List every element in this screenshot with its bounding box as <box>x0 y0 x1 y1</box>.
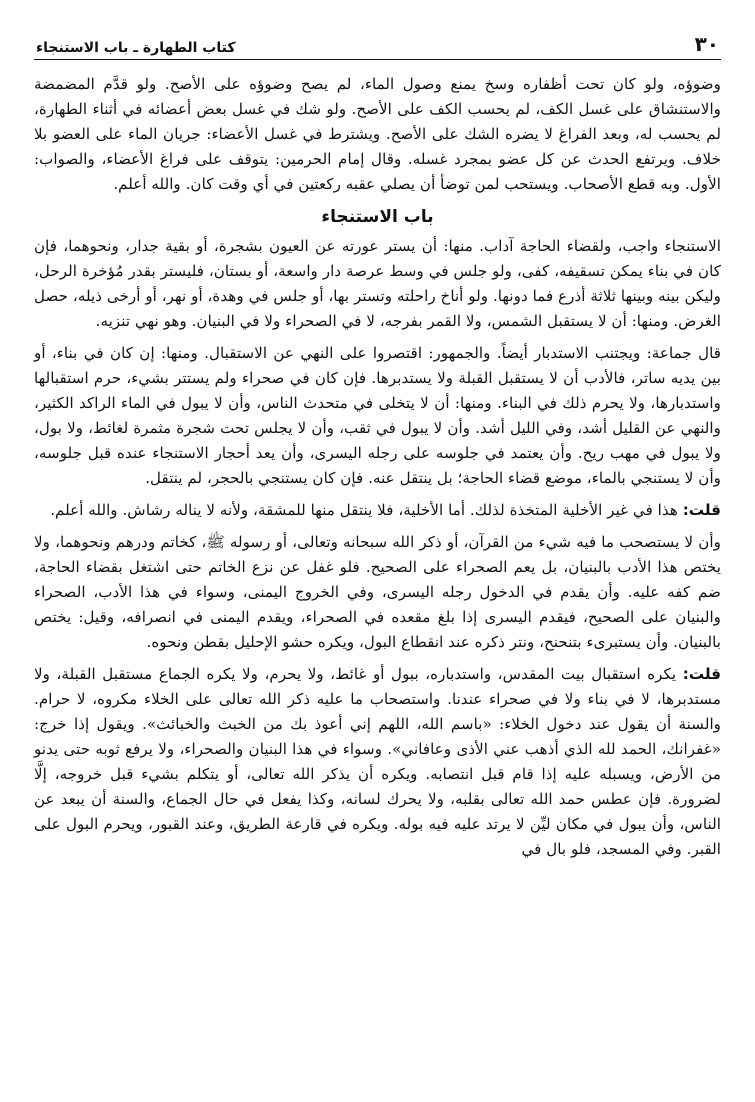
paragraph-4 <box>34 498 721 523</box>
page-header <box>34 26 721 60</box>
paragraph-3: قال جماعة: ويجتنب الاستدبار أيضاً. والجمهور: اقتصروا على النهي عن الاستقبال. ومنها: إن كان في بناء، أو بين يديه ساتر، فالأدب أن لا يستقبل القبلة ولا يستدبرها. فإن كان في صحراء ولم يستتر بشيء، حرم استقبالها واستدبارها، ولا يحرم ذلك في البناء. ومنها: أن لا يتخلى في متحدث الناس، وأن لا يبول في الماء الراكد الكثير، والنهي عن القليل أشد، وفي الليل أشد. وأن لا يبول في ثقب، وأن لا يجلس تحت شجرة مثمرة لغائط، ولا بول، ولا يبول في مهب ريح. وأن يعتمد في جلوسه على رجله اليسرى، وأن يعد أحجار الاستنجاء عنده قبل جلوسه، وأن لا يستنجي بالماء، موضع قضاء الحاجة؛ بل ينتقل عنه. فإن كان يستنجي بالحجر، لم ينتقل. <box>34 344 721 487</box>
paragraph-6 <box>34 662 721 862</box>
paragraph-4-text: هذا في غير الأخلية المتخذة لذلك. أما الأخلية، فلا ينتقل منها للمشقة، ولأنه لا يناله رشاش. والله أعلم. <box>50 501 683 519</box>
paragraph-4-lead: قلت: <box>682 501 721 519</box>
section-title: باب الاستنجاء <box>321 207 434 227</box>
paragraph-2: الاستنجاء واجب، ولقضاء الحاجة آداب. منها: أن يستر عورته عن العيون بشجرة، أو بقية جدار، ونحوهما، فإن كان في بناء يمكن تسقيفه، كفى، ولو جلس في وسط عرصة دار واسعة، أو بستان، فليستر بقدر مُؤخرة الرحل، وليكن بينه وبينها ثلاثة أذرع فما دونها. ولو أناخ راحلته وتستر بها، أو جلس في وهدة، أو نهر، أو أرخى ذيله، حصل الغرض. ومنها: أن لا يستقبل الشمس، ولا القمر بفرجه، لا في الصحراء ولا في البنيان. وهو نهي تنزيه. <box>34 237 721 330</box>
page <box>34 26 721 869</box>
paragraph-6-lead: قلت: <box>682 665 721 683</box>
page-number: ٣٠ <box>694 32 719 56</box>
running-head: كتاب الطهارة ـ باب الاستنجاء <box>36 40 236 56</box>
paragraph-1: وضوؤه، ولو كان تحت أظفاره وسخ يمنع وصول الماء، لم يصح وضوؤه على الأصح. ولو قدَّم المضمضة والاستنشاق على غسل الكف، لم يحسب الكف على الأصح. ولو شك في غسل بعض أعضائه في أثناء الطهارة، لم يحسب له، وبعد الفراغ لا يضره الشك على الأصح. ويشترط في غسل الأعضاء: جريان الماء على العضو بلا خلاف. ويرتفع الحدث عن كل عضو بمجرد غسله. وقال إمام الحرمين: يتوقف على فراغ الأعضاء، والصواب: الأول. وبه قطع الأصحاب. ويستحب لمن توضأ أن يصلي عقبه ركعتين في أي وقت كان. والله أعلم. <box>34 75 721 193</box>
page-body <box>34 72 721 862</box>
paragraph-5: وأن لا يستصحب ما فيه شيء من القرآن، أو ذكر الله سبحانه وتعالى، أو رسوله ﷺ، كخاتم ودرهم ونحوهما، ولا يختص هذا الأدب بالبنيان، بل يعم الصحراء على الصحيح. فلو غفل عن نزع الخاتم حتى اشتغل بقضاء الحاجة، ضم كفه عليه. وأن يقدم في الدخول رجله اليسرى، وفي الخروج اليمنى، وسواء في هذا الأدب، الصحراء والبنيان على الصحيح، فيقدم اليسرى إذا بلغ مقعده في الصحراء، ويقدم اليمنى في انصرافه، وقيل: يختص بالبنيان. وأن يستبرىء بتنحنح، ونتر ذكره عند انقطاع البول، ويكره حشو الإحليل بقطن ونحوه. <box>34 533 721 651</box>
paragraph-6-text: يكره استقبال بيت المقدس، واستدباره، ببول أو غائط، ولا يحرم، ولا يكره الجماع مستقبل القبلة، ولا مستدبرها، لا في بناء ولا في صحراء عندنا. واستصحاب ما عليه ذكر الله تعالى على الخلاء مكروه، لا حرام. والسنة أن يقول عند دخول الخلاء: «باسم الله، اللهم إني أعوذ بك من الخبث والخبائث». ويقول إذا خرج: «غفرانك، الحمد لله الذي أذهب عني الأذى وعافاني». وسواء في هذا البنيان والصحراء، ولا يرفع ثوبه حتى يدنو من الأرض، ويسبله عليه إذا قام قبل انتصابه. ويكره أن يذكر الله تعالى، أو يتكلم بشيء قبل خروجه، إلَّا لضرورة. فإن عطس حمد الله تعالى بقلبه، ولا يحرك لسانه، وكذا يفعل في حال الجماع، والسنة أن يبعد عن الناس، وأن يبول في مكان ليِّن لا يرتد عليه فيه بوله. ويكره في قارعة الطريق، وعند القبور، ويحرم البول على القبر. وفي المسجد، فلو بال في <box>34 665 721 858</box>
